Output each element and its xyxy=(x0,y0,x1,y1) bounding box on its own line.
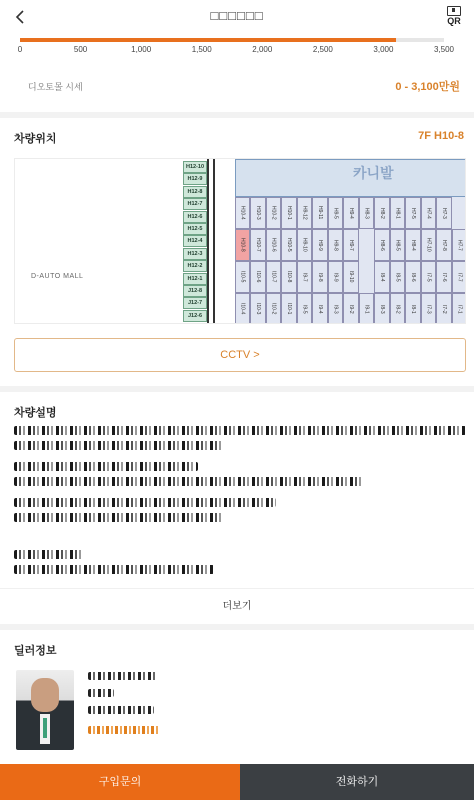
parking-spot: I7-6 xyxy=(436,261,451,293)
parking-spot: H12-6 xyxy=(183,211,207,223)
parking-spot: I9-10 xyxy=(343,261,358,293)
parking-spot xyxy=(452,197,466,229)
description-section-title: 차량설명 xyxy=(14,407,57,419)
parking-spot: I9-7 xyxy=(297,261,312,293)
parking-spot xyxy=(359,261,374,293)
parking-spot: H10-1 xyxy=(281,197,296,229)
price-tick-label: 2,000 xyxy=(252,45,273,54)
price-tick-label: 1,000 xyxy=(131,45,152,54)
parking-spot: H12-3 xyxy=(183,248,207,260)
parking-spot: H7-3 xyxy=(436,197,451,229)
qr-button[interactable] xyxy=(444,6,464,28)
parking-spot: I8-3 xyxy=(374,293,389,324)
vehicle-description-card xyxy=(0,392,474,624)
price-bar-fill xyxy=(20,38,396,42)
parking-spot: H12-10 xyxy=(183,161,207,173)
selected-parking-spot: H10-8 xyxy=(235,229,250,261)
parking-spot: H8-4 xyxy=(405,229,420,261)
parking-spot: I9-8 xyxy=(312,261,327,293)
parking-spot: I10-7 xyxy=(266,261,281,293)
parking-spot: H10-4 xyxy=(235,197,250,229)
parking-spot: I8-4 xyxy=(374,261,389,293)
purchase-inquiry-button[interactable]: 구입문의 xyxy=(0,764,240,800)
parking-spot: H10-2 xyxy=(266,197,281,229)
more-button[interactable]: 더보기 xyxy=(0,588,474,624)
parking-spot: J12-7 xyxy=(183,297,207,309)
price-card xyxy=(0,34,474,112)
price-tick-label: 3,000 xyxy=(373,45,394,54)
parking-spot: I8-5 xyxy=(390,261,405,293)
dealer-section-title: 딜러정보 xyxy=(14,645,57,657)
parking-spot: I10-8 xyxy=(281,261,296,293)
parking-spot: I9-9 xyxy=(328,261,343,293)
parking-spot: H12-2 xyxy=(183,260,207,272)
parking-column xyxy=(183,161,207,322)
parking-spot: I8-2 xyxy=(390,293,405,324)
call-button[interactable]: 전화하기 xyxy=(240,764,474,800)
parking-spot: H9-8 xyxy=(328,229,343,261)
parking-spot xyxy=(359,229,374,261)
parking-spot: H8-3 xyxy=(359,197,374,229)
price-tick-label: 2,500 xyxy=(312,45,333,54)
parking-spot: H12-7 xyxy=(183,198,207,210)
parking-spot: I7-5 xyxy=(421,261,436,293)
parking-spot: H8-1 xyxy=(390,197,405,229)
parking-spot: H12-4 xyxy=(183,235,207,247)
parking-wall xyxy=(207,159,215,324)
parking-spot: I9-1 xyxy=(359,293,374,324)
parking-spot: H10-5 xyxy=(281,229,296,261)
page-title: □□□□□□ xyxy=(210,8,264,23)
parking-spot: H9-4 xyxy=(343,197,358,229)
parking-spot: I10-5 xyxy=(235,261,250,293)
parking-spot: I10-2 xyxy=(266,293,281,324)
parking-spot: J12-6 xyxy=(183,310,207,322)
parking-map[interactable] xyxy=(14,158,466,324)
parking-spot: I7-2 xyxy=(436,293,451,324)
qr-label: QR xyxy=(447,16,461,26)
parking-spot: H9-10 xyxy=(297,229,312,261)
parking-spot: H8-5 xyxy=(390,229,405,261)
price-tick-label: 0 xyxy=(17,45,23,54)
map-logo: D-AUTO MALL xyxy=(31,273,84,280)
price-bar xyxy=(20,38,444,42)
price-label: 디오토몰 시세 xyxy=(28,82,83,92)
cctv-button[interactable]: CCTV > xyxy=(14,338,466,372)
dealer-avatar xyxy=(16,670,74,750)
parking-spot: I9-5 xyxy=(297,293,312,324)
price-tick-label: 500 xyxy=(73,45,88,54)
parking-spot: I9-3 xyxy=(328,293,343,324)
parking-spot: I10-6 xyxy=(250,261,265,293)
parking-spot: H8-6 xyxy=(374,229,389,261)
parking-spot: H9-9 xyxy=(312,229,327,261)
dealer-details xyxy=(88,672,160,743)
parking-spot: I7-3 xyxy=(421,293,436,324)
parking-spot: H8-2 xyxy=(374,197,389,229)
store-area xyxy=(235,159,466,197)
parking-spot: H10-7 xyxy=(250,229,265,261)
parking-spot: H7-4 xyxy=(421,197,436,229)
parking-spot: I7-1 xyxy=(452,293,466,324)
location-section-title: 차량위치 xyxy=(14,133,57,145)
parking-spot: I8-6 xyxy=(405,261,420,293)
price-tick-label: 3,500 xyxy=(433,45,455,54)
parking-spot: H9-7 xyxy=(343,229,358,261)
parking-spot: H10-3 xyxy=(250,197,265,229)
store-name: 카니발 xyxy=(353,165,394,181)
parking-spot: H9-12 xyxy=(297,197,312,229)
parking-spot: H9-11 xyxy=(312,197,327,229)
parking-spot: H7-10 xyxy=(421,229,436,261)
bottom-action-bar xyxy=(0,764,474,800)
parking-grid xyxy=(235,197,466,324)
top-app-bar xyxy=(0,0,474,34)
parking-spot: I9-2 xyxy=(343,293,358,324)
parking-spot: H12-9 xyxy=(183,173,207,185)
parking-spot: H12-1 xyxy=(183,273,207,285)
parking-spot: J12-8 xyxy=(183,285,207,297)
vehicle-location-card xyxy=(0,118,474,386)
parking-spot: I7-7 xyxy=(452,261,466,293)
dealer-info-card xyxy=(0,630,474,764)
qr-code-icon xyxy=(447,6,461,16)
parking-spot: H12-8 xyxy=(183,186,207,198)
parking-spot: H9-5 xyxy=(328,197,343,229)
parking-spot: I9-4 xyxy=(312,293,327,324)
location-code: 7F H10-8 xyxy=(418,130,464,142)
parking-spot: H12-5 xyxy=(183,223,207,235)
parking-spot: I8-1 xyxy=(405,293,420,324)
parking-spot: H10-6 xyxy=(266,229,281,261)
price-range: 0 - 3,100만원 xyxy=(395,81,460,93)
parking-spot: I10-3 xyxy=(250,293,265,324)
price-tick-label: 1,500 xyxy=(191,45,212,54)
parking-spot: I10-4 xyxy=(235,293,250,324)
parking-spot: I10-1 xyxy=(281,293,296,324)
parking-spot: H7-8 xyxy=(436,229,451,261)
parking-spot: H7-7 xyxy=(452,229,466,261)
description-text xyxy=(14,426,466,580)
parking-spot: H7-5 xyxy=(405,197,420,229)
